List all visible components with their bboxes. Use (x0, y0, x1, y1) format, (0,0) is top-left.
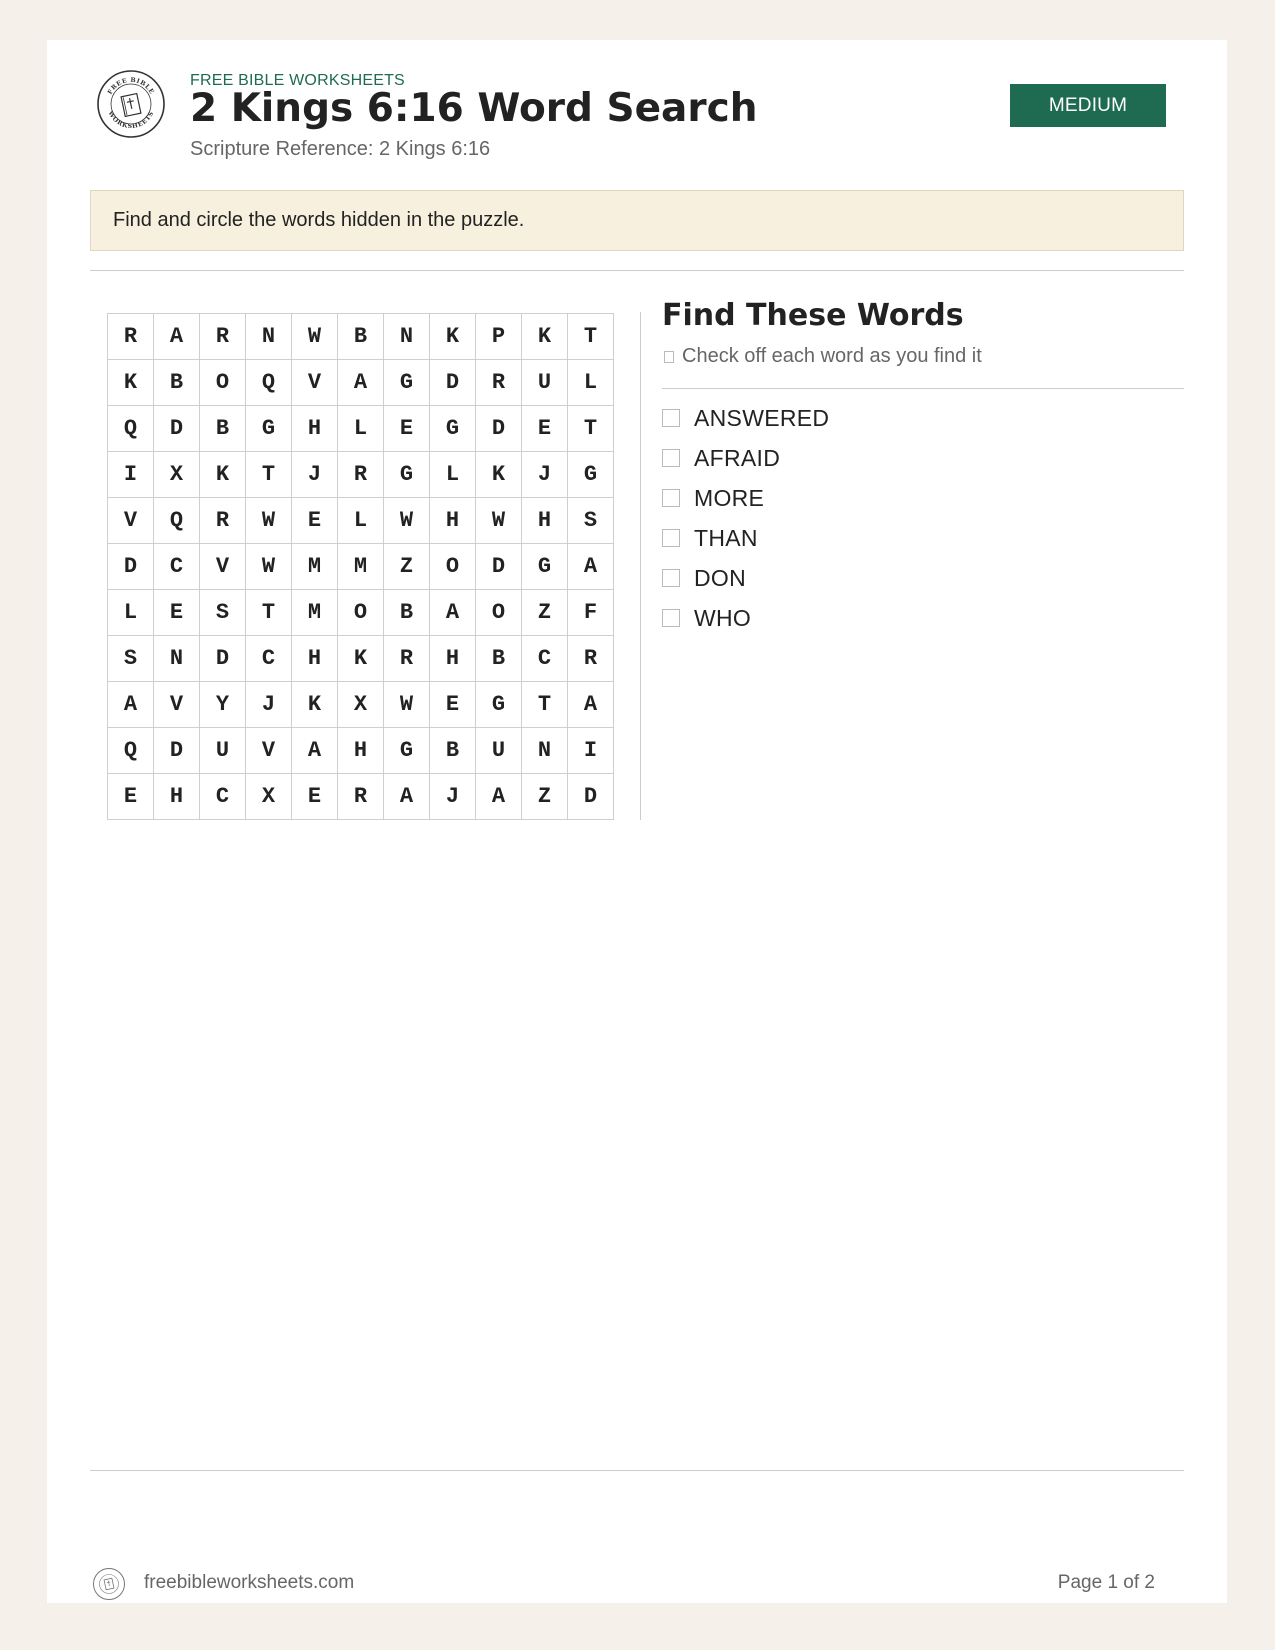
grid-cell: H (430, 636, 476, 682)
grid-cell: D (476, 544, 522, 590)
grid-cell: G (246, 406, 292, 452)
bible-icon (121, 94, 141, 117)
grid-cell: K (430, 314, 476, 360)
grid-row (108, 452, 614, 498)
grid-cell: Z (522, 774, 568, 820)
grid-cell: H (292, 636, 338, 682)
grid-cell: A (292, 728, 338, 774)
word-label: THAN (694, 524, 758, 551)
grid-cell: D (154, 406, 200, 452)
grid-cell: N (522, 728, 568, 774)
checkbox-icon (664, 351, 674, 363)
word-checkbox[interactable] (662, 409, 680, 427)
grid-cell: A (108, 682, 154, 728)
grid-cell: M (338, 544, 384, 590)
word-label: DON (694, 564, 747, 591)
grid-cell: J (430, 774, 476, 820)
grid-cell: E (292, 774, 338, 820)
word-list-item (662, 558, 829, 598)
grid-cell: G (522, 544, 568, 590)
grid-cell: B (430, 728, 476, 774)
word-label: WHO (694, 604, 752, 631)
grid-cell: G (384, 452, 430, 498)
word-list-hint (664, 345, 982, 368)
grid-cell: O (430, 544, 476, 590)
grid-cell: Q (246, 360, 292, 406)
grid-cell: M (292, 590, 338, 636)
grid-cell: D (568, 774, 614, 820)
grid-cell: A (476, 774, 522, 820)
grid-cell: G (384, 728, 430, 774)
grid-cell: E (108, 774, 154, 820)
word-label: MORE (694, 484, 765, 511)
grid-cell: J (292, 452, 338, 498)
word-list-divider (662, 388, 1184, 389)
grid-cell: X (154, 452, 200, 498)
grid-cell: N (246, 314, 292, 360)
word-list-item (662, 518, 829, 558)
grid-row (108, 498, 614, 544)
grid-cell: H (154, 774, 200, 820)
grid-cell: X (338, 682, 384, 728)
grid-cell: H (430, 498, 476, 544)
grid-cell: I (568, 728, 614, 774)
grid-cell: K (476, 452, 522, 498)
word-label: ANSWERED (694, 404, 830, 431)
logo-text-top: FREE BIBLE (106, 76, 156, 96)
grid-cell: K (200, 452, 246, 498)
grid-cell: Y (200, 682, 246, 728)
grid-cell: H (292, 406, 338, 452)
grid-cell: C (154, 544, 200, 590)
grid-cell: Z (384, 544, 430, 590)
grid-cell: L (338, 406, 384, 452)
grid-cell: U (200, 728, 246, 774)
grid-cell: A (430, 590, 476, 636)
grid-cell: C (246, 636, 292, 682)
grid-cell: O (476, 590, 522, 636)
site-eyebrow: FREE BIBLE WORKSHEETS (190, 72, 405, 89)
grid-cell: B (476, 636, 522, 682)
grid-cell: A (338, 360, 384, 406)
grid-cell: N (384, 314, 430, 360)
grid-cell: A (568, 544, 614, 590)
word-checkbox[interactable] (662, 529, 680, 547)
grid-cell: U (522, 360, 568, 406)
grid-cell: W (292, 314, 338, 360)
grid-cell: R (384, 636, 430, 682)
grid-cell: I (108, 452, 154, 498)
grid-cell: K (108, 360, 154, 406)
grid-row (108, 636, 614, 682)
grid-cell: R (568, 636, 614, 682)
bible-icon (104, 1578, 114, 1589)
grid-cell: K (292, 682, 338, 728)
grid-cell: V (108, 498, 154, 544)
footer-logo (92, 1567, 126, 1601)
column-divider (640, 312, 641, 820)
grid-cell: E (292, 498, 338, 544)
word-label: AFRAID (694, 444, 781, 471)
grid-cell: M (292, 544, 338, 590)
grid-row (108, 774, 614, 820)
footer-divider (90, 1470, 1184, 1471)
grid-row (108, 590, 614, 636)
grid-cell: V (246, 728, 292, 774)
word-checkbox[interactable] (662, 489, 680, 507)
grid-cell: D (200, 636, 246, 682)
free-bible-worksheets-logo (96, 69, 166, 139)
grid-cell: Q (154, 498, 200, 544)
grid-cell: R (108, 314, 154, 360)
word-list-title: Find These Words (662, 298, 964, 333)
grid-cell: R (338, 452, 384, 498)
word-list-item (662, 598, 829, 638)
grid-cell: D (430, 360, 476, 406)
grid-cell: E (384, 406, 430, 452)
page-title: 2 Kings 6:16 Word Search (190, 86, 758, 131)
footer-website: freebibleworksheets.com (144, 1572, 355, 1593)
word-list-item (662, 478, 829, 518)
grid-cell: U (476, 728, 522, 774)
grid-cell: A (154, 314, 200, 360)
grid-cell: R (338, 774, 384, 820)
grid-cell: W (476, 498, 522, 544)
grid-cell: W (246, 498, 292, 544)
header-divider (90, 270, 1184, 271)
word-list (662, 398, 829, 638)
grid-cell: P (476, 314, 522, 360)
grid-cell: Z (522, 590, 568, 636)
grid-cell: V (154, 682, 200, 728)
grid-cell: J (522, 452, 568, 498)
grid-cell: X (246, 774, 292, 820)
grid-row (108, 544, 614, 590)
grid-cell: N (154, 636, 200, 682)
grid-row (108, 406, 614, 452)
grid-cell: A (568, 682, 614, 728)
grid-cell: V (200, 544, 246, 590)
grid-cell: C (522, 636, 568, 682)
grid-cell: C (200, 774, 246, 820)
grid-cell: B (200, 406, 246, 452)
grid-cell: T (246, 452, 292, 498)
word-list-hint-text: Check off each word as you find it (682, 345, 982, 367)
instructions-box (90, 190, 1184, 251)
grid-cell: S (108, 636, 154, 682)
grid-row (108, 728, 614, 774)
grid-cell: L (430, 452, 476, 498)
grid-cell: K (338, 636, 384, 682)
grid-cell: W (246, 544, 292, 590)
instructions-text: Find and circle the words hidden in the puzzle. (113, 209, 525, 231)
grid-cell: L (108, 590, 154, 636)
grid-cell: B (384, 590, 430, 636)
grid-cell: O (338, 590, 384, 636)
grid-cell: S (568, 498, 614, 544)
grid-cell: V (292, 360, 338, 406)
grid-cell: G (384, 360, 430, 406)
grid-cell: G (430, 406, 476, 452)
grid-cell: W (384, 682, 430, 728)
grid-cell: L (338, 498, 384, 544)
grid-row (108, 682, 614, 728)
grid-cell: E (430, 682, 476, 728)
grid-cell: B (338, 314, 384, 360)
word-checkbox[interactable] (662, 449, 680, 467)
difficulty-badge: MEDIUM (1010, 84, 1166, 127)
grid-row (108, 314, 614, 360)
grid-cell: L (568, 360, 614, 406)
grid-cell: T (246, 590, 292, 636)
scripture-reference: Scripture Reference: 2 Kings 6:16 (190, 138, 491, 160)
grid-cell: S (200, 590, 246, 636)
word-list-item (662, 438, 829, 478)
grid-cell: T (568, 406, 614, 452)
grid-cell: R (200, 498, 246, 544)
grid-cell: O (200, 360, 246, 406)
grid-cell: Q (108, 406, 154, 452)
word-search-grid (107, 313, 614, 820)
grid-cell: D (154, 728, 200, 774)
grid-cell: H (522, 498, 568, 544)
grid-cell: J (246, 682, 292, 728)
grid-cell: A (384, 774, 430, 820)
grid-cell: G (476, 682, 522, 728)
grid-row (108, 360, 614, 406)
word-checkbox[interactable] (662, 569, 680, 587)
grid-cell: D (108, 544, 154, 590)
logo-text-bottom: WORKSHEETS (106, 110, 156, 131)
grid-cell: B (154, 360, 200, 406)
grid-cell: R (476, 360, 522, 406)
page-number: Page 1 of 2 (1057, 1572, 1155, 1593)
grid-cell: G (568, 452, 614, 498)
grid-cell: T (568, 314, 614, 360)
grid-cell: E (522, 406, 568, 452)
grid-cell: F (568, 590, 614, 636)
word-checkbox[interactable] (662, 609, 680, 627)
grid-cell: E (154, 590, 200, 636)
word-list-item (662, 398, 829, 438)
grid-cell: H (338, 728, 384, 774)
grid-cell: R (200, 314, 246, 360)
grid-cell: K (522, 314, 568, 360)
worksheet-page (47, 40, 1227, 1603)
grid-cell: D (476, 406, 522, 452)
grid-cell: W (384, 498, 430, 544)
grid-cell: Q (108, 728, 154, 774)
grid-cell: T (522, 682, 568, 728)
